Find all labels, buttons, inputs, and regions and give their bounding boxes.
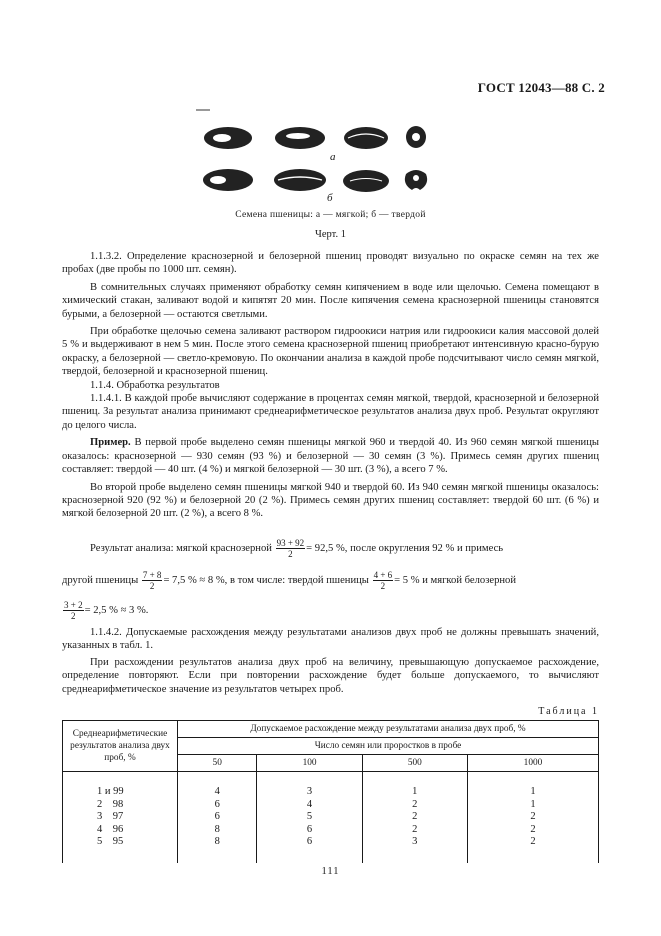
example-label: Пример.	[90, 437, 131, 449]
table-cell: 4	[178, 772, 257, 799]
formula-text: = 7,5 % ≈ 8 %, в том числе: твердой пшеницы	[163, 574, 369, 586]
fraction: $\frac{7 + 8}{2}$	[142, 570, 162, 591]
formula-text: = 2,5 % ≈ 3 %.	[84, 604, 149, 616]
table-col-header: Среднеарифметические результатов анализа двух проб, %	[63, 721, 178, 772]
table-cell: 6	[257, 824, 362, 837]
table-row	[63, 772, 599, 799]
table-cell: 2	[362, 824, 467, 837]
table-group-header: Допускаемое расхождение между результатами анализа двух проб, %	[178, 721, 599, 738]
seed-soft-2	[275, 127, 325, 149]
table-cell: 3	[362, 836, 467, 863]
table-cell: 1 и 99	[63, 772, 178, 799]
formula-text: = 5 % и мягкой белозерной	[394, 574, 517, 586]
table-cell: 6	[178, 799, 257, 812]
paragraph: При расхождении результатов анализа двух проб на величину, превышающую допускаемое расхождение, определение повторяют. Если при повторении расхождение будет больше допускаемого, то вычисляют среднеарифметическое значение из результатов четырех проб.	[62, 656, 599, 695]
example-paragraph	[62, 436, 599, 476]
formula-line-3	[62, 600, 599, 621]
table-row	[63, 799, 599, 812]
seed-soft-3	[344, 127, 388, 149]
table-cell: 3 97	[63, 811, 178, 824]
paragraph: 1.1.4.2. Допускаемые расхождения между результатами анализов двух проб не должны превышать значений, указанных в табл. 1.	[62, 627, 599, 652]
formula-line-2	[62, 570, 599, 591]
table-row	[63, 836, 599, 863]
table-row	[63, 811, 599, 824]
figure-number: Черт. 1	[315, 229, 346, 240]
figure-label-b: б	[327, 192, 333, 204]
fraction: $\frac{93 + 92}{2}$	[276, 538, 305, 559]
table-cell: 3	[257, 772, 362, 799]
table-cell: 2	[467, 811, 598, 824]
seed-hard-1	[203, 169, 253, 191]
table-row	[63, 824, 599, 837]
table-cell: 2	[362, 811, 467, 824]
figure-label-a: а	[330, 151, 336, 163]
table-cell: 1	[467, 799, 598, 812]
table-cell: 2	[467, 824, 598, 837]
formula-text: Результат анализа: мягкой краснозерной	[90, 542, 272, 554]
paragraph: В сомнительных случаях применяют обработку семян кипячением в воде или щелочью. Семена помещают в химический стакан, заливают водой и кипятят 20 мин. После кипячения семена краснозерной пшеницы становятся бурыми, а белозерной — остаются светлыми.	[62, 281, 599, 320]
table-cell: 5	[257, 811, 362, 824]
paragraph: 1.1.4.1. В каждой пробе вычисляют содержание в процентах семян мягкой, твердой, краснозерной и белозерной пшениц. За результат анализа принимают среднеарифметическое результатов анализа двух проб. Результат округляют до целого числа.	[62, 393, 599, 431]
formula-text: другой пшеницы	[62, 574, 139, 586]
table-cell: 4	[257, 799, 362, 812]
table-col-header: 1000	[467, 755, 598, 772]
table-cell: 2	[362, 799, 467, 812]
table-col-header: 500	[362, 755, 467, 772]
figure-caption: Семена пшеницы: а — мягкой; б — твердой	[235, 210, 426, 220]
table-cell: 4 96	[63, 824, 178, 837]
fraction: $\frac{3 + 2}{2}$	[64, 600, 83, 621]
example-text: В первой пробе выделено семян пшеницы мягкой 960 и твердой 40. Из 960 семян мягкой пшеницы оказалось: краснозерной — 930 семян (93 %) и белозерной — 30 семян (3 %). Примесь семян других пшениц составляет: твердой — 40 шт. (4 %) и мягкой белозерной — 30 шт. (3 %), а всего 7 %.	[62, 437, 599, 476]
seed-hard-2	[274, 169, 326, 191]
table-cell: 2 98	[63, 799, 178, 812]
section-heading: 1.1.4. Обработка результатов	[90, 379, 220, 391]
seed-soft-4	[406, 126, 426, 148]
seed-soft-1	[204, 127, 252, 149]
table-col-header: 100	[257, 755, 362, 772]
paragraph: 1.1.3.2. Определение краснозерной и белозерной пшениц проводят визуально по окраске семян на тех же пробах (две пробы по 1000 шт. семян).	[62, 251, 599, 276]
table-cell: 5 95	[63, 836, 178, 863]
seed-hard-3	[343, 170, 389, 192]
table-cell: 1	[467, 772, 598, 799]
table-cell: 2	[467, 836, 598, 863]
fraction: $\frac{4 + 6}{2}$	[373, 570, 393, 591]
tolerance-table	[62, 720, 599, 863]
table-cell: 1	[362, 772, 467, 799]
table-cell: 6	[178, 811, 257, 824]
example-paragraph-2: Во второй пробе выделено семян пшеницы мягкой 940 и твердой 60. Из 940 семян мягкой пшеницы оказалось: краснозерной 920 (92 %) и белозерной 20 (2 %). Примесь семян других пшениц составляет: твердой 60 шт. (6 %) и мягкой белозерной 20 шт. (2 %), а всего 8 %.	[62, 481, 599, 520]
formula-line-1	[62, 538, 599, 559]
table-cell: 8	[178, 836, 257, 863]
paragraph: При обработке щелочью семена заливают раствором гидроокиси натрия или гидроокиси калия массовой долей 5 % и выдерживают в нем 5 мин. После этого семена краснозерной пшениц приобретают интенсивную красно-бурую окраску, а белозерной — светло-кремовую. По окончании анализа в каждой пробе подсчитывают число семян мягкой, твердой, белозерной и краснозерной пшениц.	[62, 326, 599, 378]
table-cell: 8	[178, 824, 257, 837]
page-header: ГОСТ 12043—88 С. 2	[477, 80, 605, 95]
table-col-header: 50	[178, 755, 257, 772]
body-text-2	[62, 626, 599, 699]
formula-text: = 92,5 %, после округления 92 % и примесь	[306, 542, 504, 554]
table-title: Таблица 1	[538, 706, 599, 717]
table-sub-header: Число семян или проростков в пробе	[178, 738, 599, 755]
wheat-seeds-figure	[188, 108, 458, 220]
page-number: 111	[321, 866, 340, 877]
seed-hard-4	[405, 170, 427, 190]
body-text	[62, 250, 599, 521]
table-cell: 6	[257, 836, 362, 863]
